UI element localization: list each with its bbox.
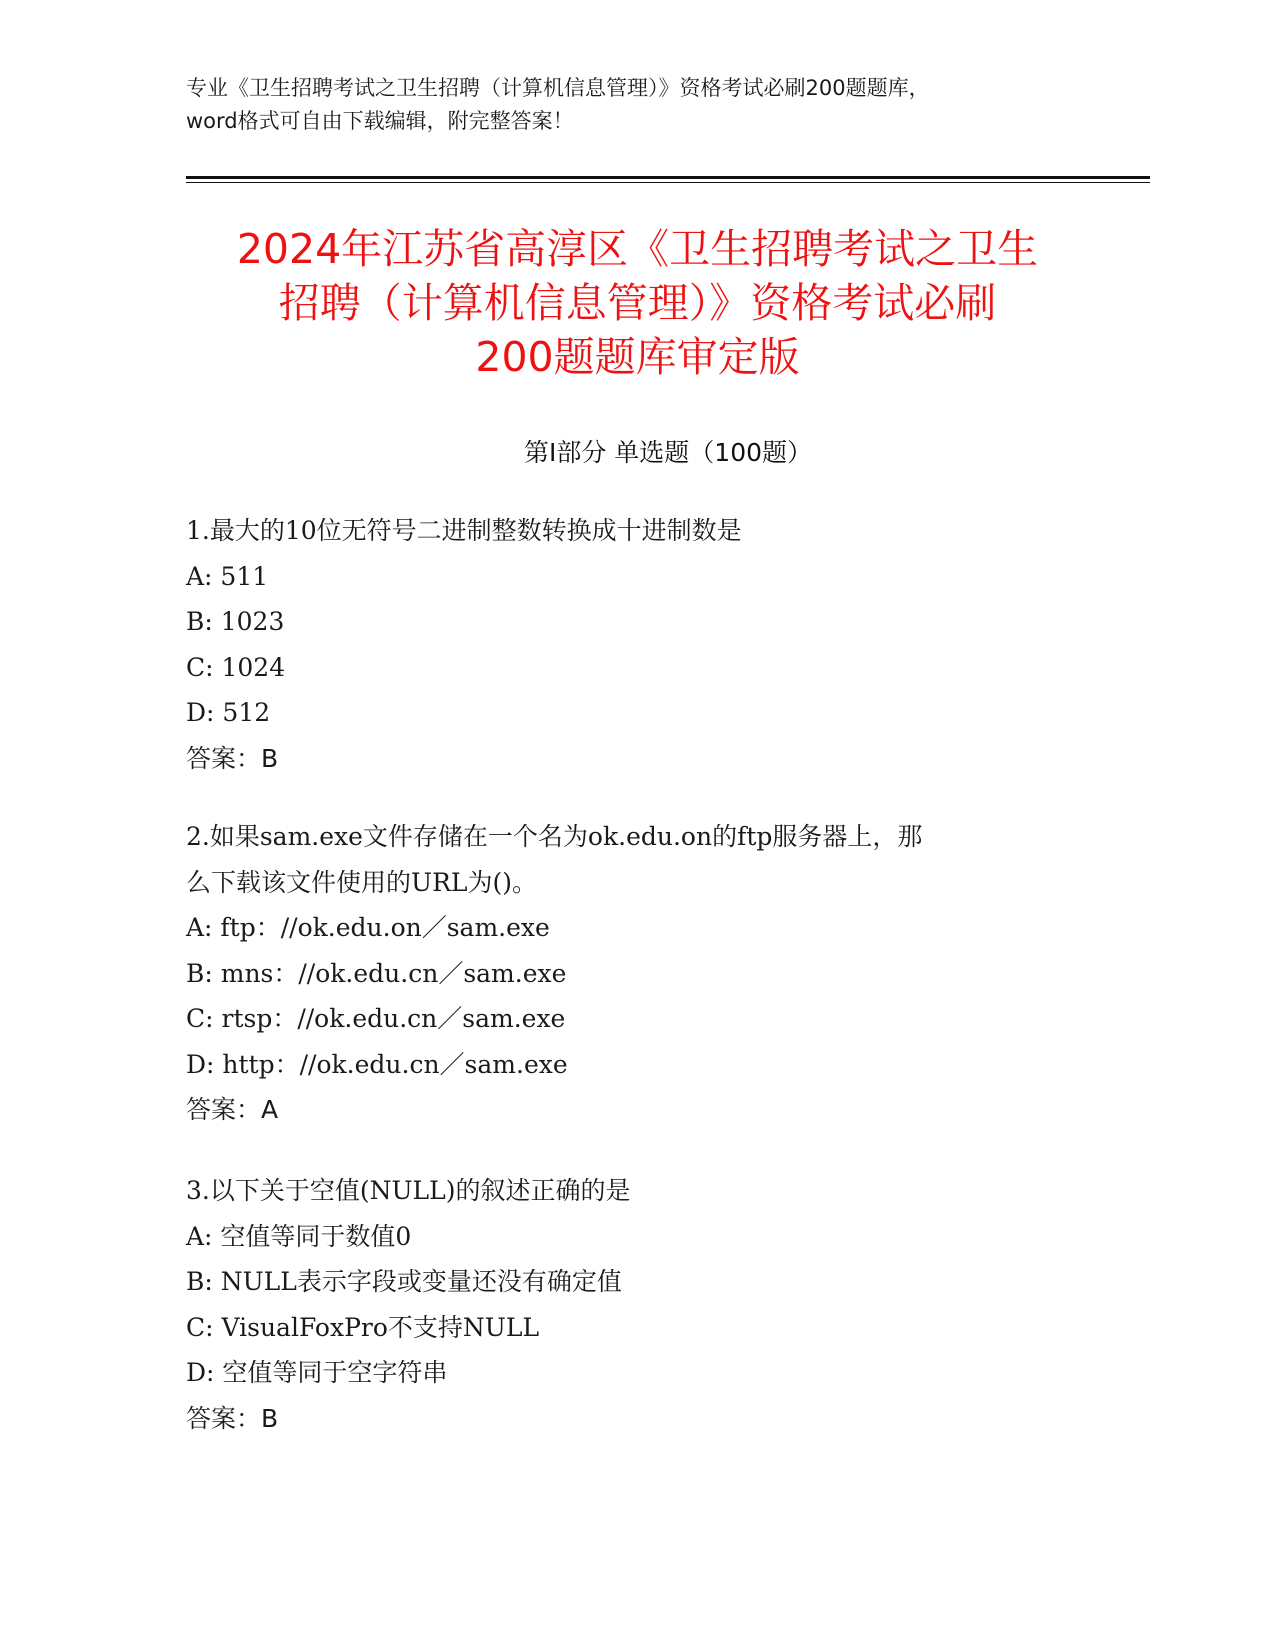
question-stem-continued: 么下载该文件使用的URL为()。: [186, 867, 538, 897]
option-a: A: ftp：//ok.edu.on／sam.exe: [186, 913, 550, 942]
option-c: C: VisualFoxPro不支持NULL: [186, 1312, 540, 1342]
answer-line: 答案：B: [186, 1403, 279, 1433]
option-c: C: rtsp：//ok.edu.cn／sam.exe: [186, 1004, 566, 1033]
header-note-line-2: word格式可自由下载编辑，附完整答案！: [186, 109, 574, 133]
option-b: B: mns：//ok.edu.cn／sam.exe: [186, 958, 567, 988]
question-stem: 2.如果sam.exe文件存储在一个名为ok.edu.on的ftp服务器上，那: [186, 822, 923, 851]
question-2: [186, 814, 1086, 1133]
document-title: [160, 222, 1115, 384]
title-line-2: 招聘（计算机信息管理）》资格考试必刷: [278, 279, 997, 327]
question-stem: 3.以下关于空值(NULL)的叙述正确的是: [186, 1176, 631, 1205]
option-d: D: http：//ok.edu.cn／sam.exe: [186, 1049, 568, 1079]
question-1: [186, 508, 1086, 781]
option-a: A: 空值等同于数值0: [186, 1221, 412, 1251]
answer-line: 答案：A: [186, 1095, 279, 1124]
option-b: B: NULL表示字段或变量还没有确定值: [186, 1267, 622, 1296]
option-b: B: 1023: [186, 607, 285, 636]
title-line-3: 200题题库审定版: [475, 333, 800, 381]
question-stem: 1.最大的10位无符号二进制整数转换成十进制数是: [186, 516, 742, 545]
header-note-line-1: 专业《卫生招聘考试之卫生招聘（计算机信息管理）》资格考试必刷200题题库，: [186, 76, 930, 100]
header-divider-thin: [186, 182, 1150, 183]
option-d: D: 512: [186, 698, 271, 727]
option-a: A: 511: [186, 561, 269, 591]
answer-line: 答案：B: [186, 743, 279, 773]
option-c: C: 1024: [186, 652, 286, 682]
title-line-1: 2024年江苏省高淳区《卫生招聘考试之卫生: [236, 225, 1039, 273]
option-d: D: 空值等同于空字符串: [186, 1358, 448, 1387]
question-3: [186, 1168, 1086, 1441]
section-title: 第Ⅰ部分 单选题（100题）: [523, 438, 813, 467]
header-note: [186, 72, 1086, 138]
header-divider-thick: [186, 176, 1150, 179]
